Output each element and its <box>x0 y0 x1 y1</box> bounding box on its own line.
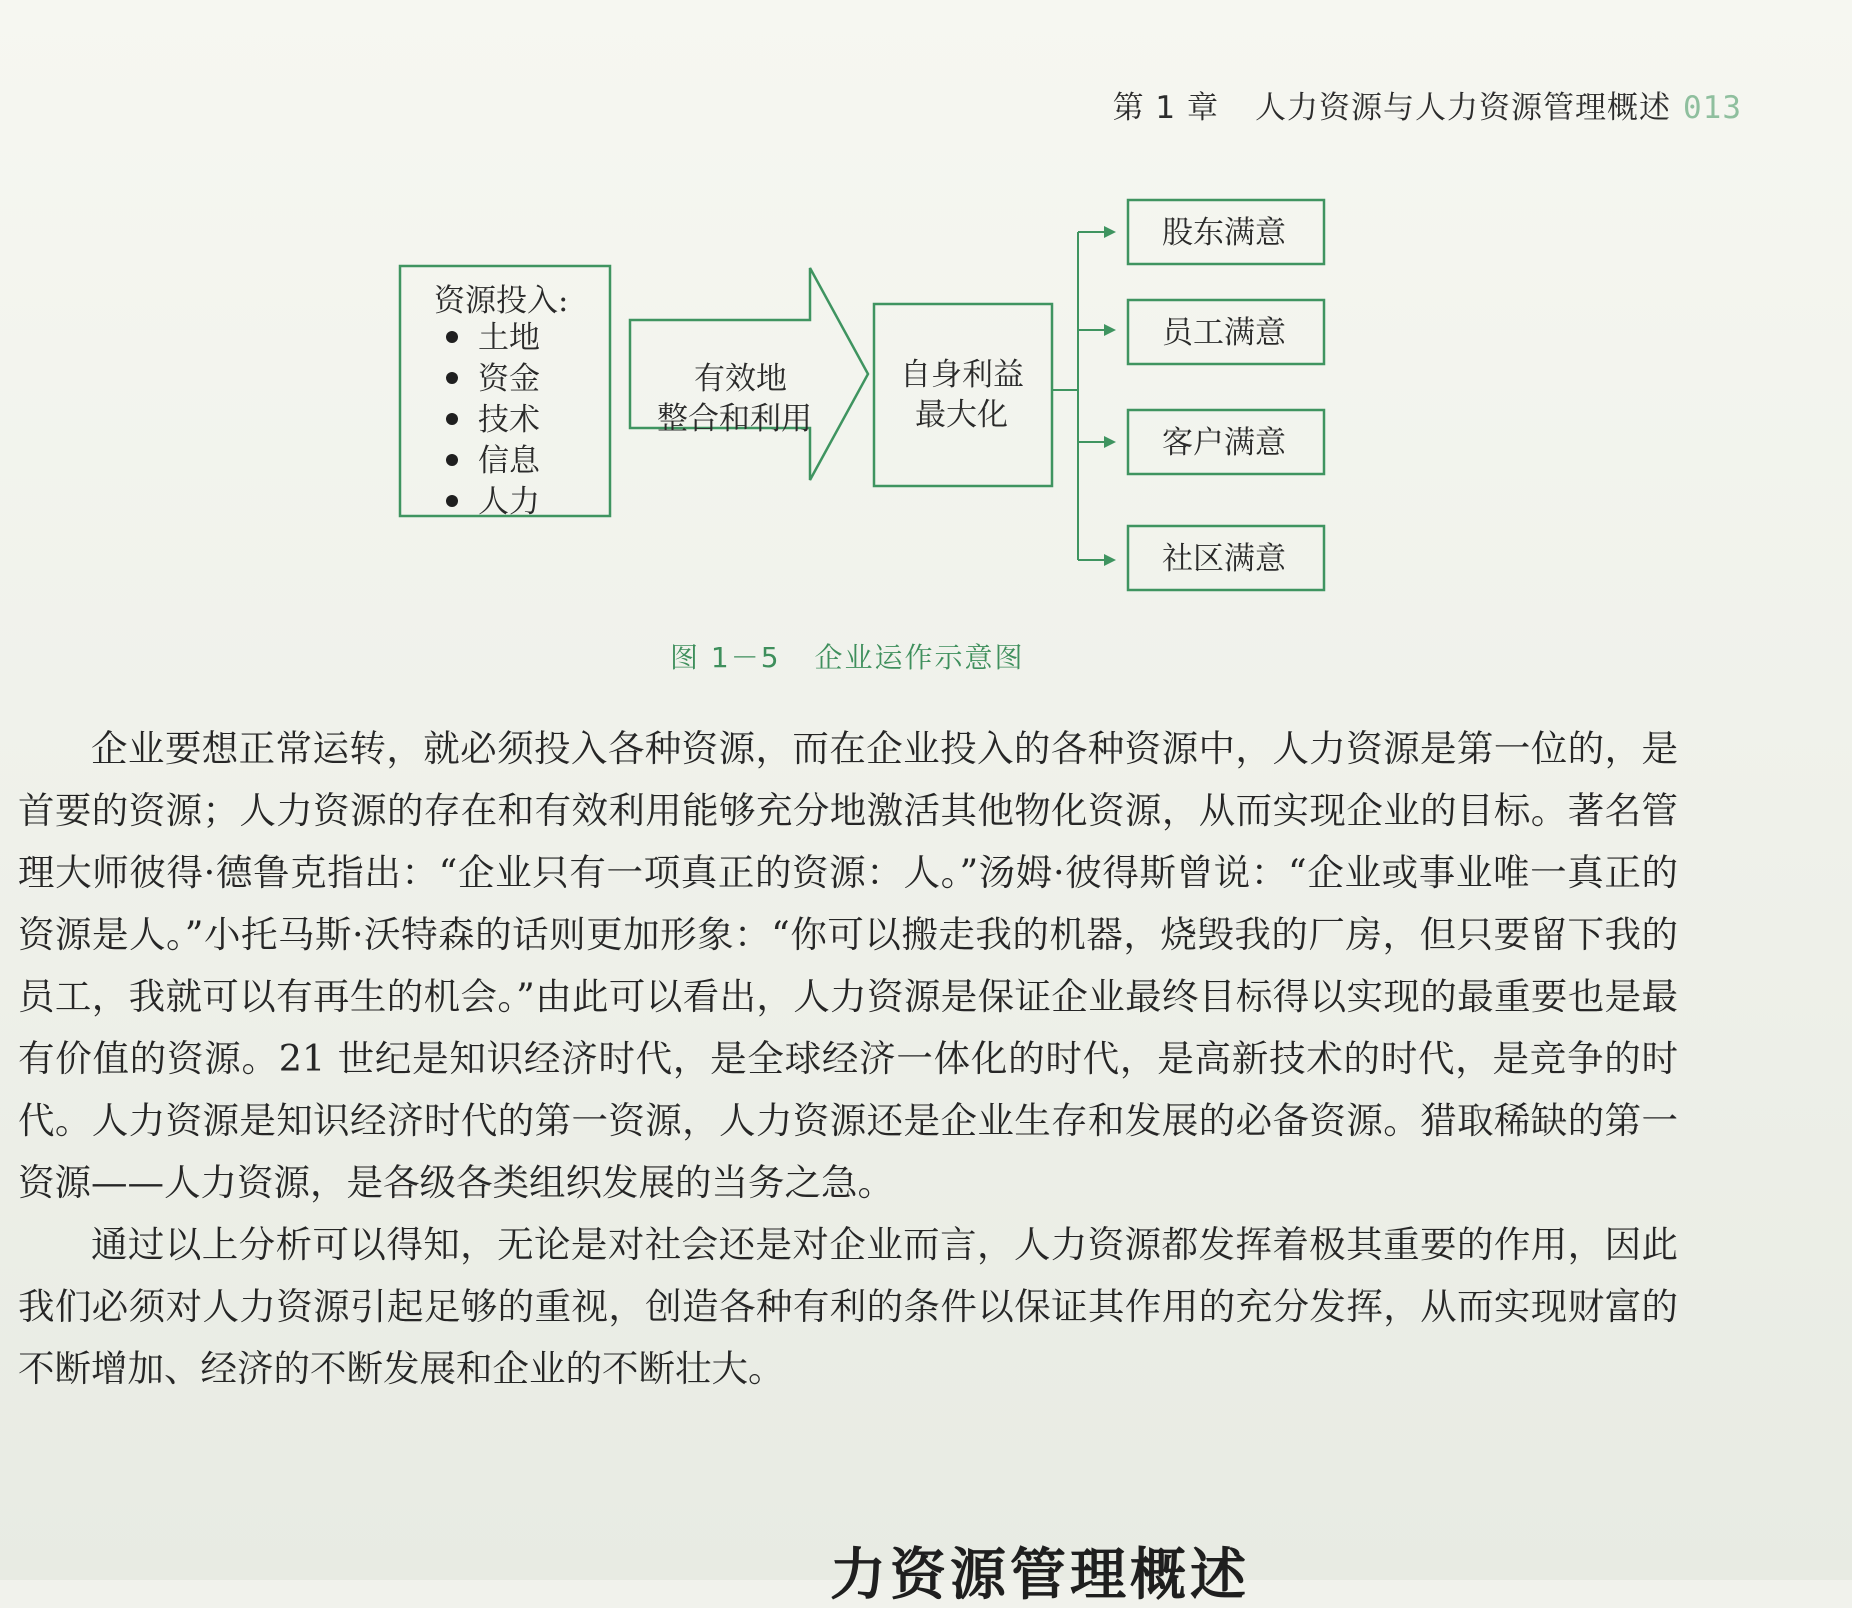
center-line-1: 自身利益 <box>900 357 1024 393</box>
bullet-icon <box>446 413 458 425</box>
process-line-1: 有效地 <box>694 361 787 397</box>
bullet-icon <box>446 495 458 507</box>
input-item: 技术 <box>478 402 540 438</box>
page-number: 013 <box>1683 90 1742 126</box>
arrow-icon <box>1104 554 1116 566</box>
paragraph: 通过以上分析可以得知，无论是对社会还是对企业而言，人力资源都发挥着极其重要的作用，因此我们必须对人力资源引起足够的重视，创造各种有利的条件以保证其作用的充分发挥，从而实现财富的不断增加、经济的不断发展和企业的不断壮大。 <box>18 1223 1678 1390</box>
chapter-label: 第 1 章 <box>1112 90 1219 126</box>
arrow-icon <box>1104 436 1116 448</box>
chapter-title: 人力资源与人力资源管理概述 <box>1255 90 1671 126</box>
next-section-heading: 力资源管理概述 <box>830 1543 1250 1608</box>
outcome-label: 客户满意 <box>1162 425 1286 461</box>
input-item: 资金 <box>478 361 540 397</box>
body-text <box>18 718 1678 1400</box>
input-title: 资源投入: <box>434 283 569 319</box>
bullet-icon <box>446 372 458 384</box>
input-list <box>446 320 541 520</box>
enterprise-operation-diagram <box>390 180 1350 600</box>
input-item: 人力 <box>478 484 540 520</box>
paragraph: 企业要想正常运转，就必须投入各种资源，而在企业投入的各种资源中，人力资源是第一位的，是首要的资源；人力资源的存在和有效利用能够充分地激活其他物化资源，从而实现企业的目标。著名管理大师彼得·德鲁克指出：“企业只有一项真正的资源：人。”汤姆·彼得斯曾说：“企业或事业唯一真正的资源是人。”小托马斯·沃特森的话则更加形象：“你可以搬走我的机器，烧毁我的厂房，但只要留下我的员工，我就可以有再生的机会。”由此可以看出，人力资源是保证企业最终目标得以实现的最重要也是最有价值的资源。21 世纪是知识经济时代，是全球经济一体化的时代，是高新技术的时代，是竞争的时代。人力资源是知识经济时代的第一资源，人力资源还是企业生存和发展的必备资源。猎取稀缺的第一资源——人力资源，是各级各类组织发展的当务之急。 <box>18 727 1678 1204</box>
figure-caption <box>670 636 1090 676</box>
bullet-icon <box>446 331 458 343</box>
outcome-label: 社区满意 <box>1162 541 1286 577</box>
outcome-label: 股东满意 <box>1162 215 1286 251</box>
arrow-icon <box>1104 226 1116 238</box>
figure-number: 图 1－5 <box>670 641 781 674</box>
running-header <box>1113 82 1742 127</box>
input-item: 土地 <box>478 320 540 356</box>
bullet-icon <box>446 454 458 466</box>
figure-title: 企业运作示意图 <box>814 641 1025 674</box>
center-box <box>874 304 1052 486</box>
arrow-icon <box>1104 324 1116 336</box>
input-item: 信息 <box>478 443 540 479</box>
center-line-2: 最大化 <box>915 397 1008 433</box>
process-line-2: 整合和利用 <box>657 401 812 437</box>
outcome-label: 员工满意 <box>1162 315 1286 351</box>
